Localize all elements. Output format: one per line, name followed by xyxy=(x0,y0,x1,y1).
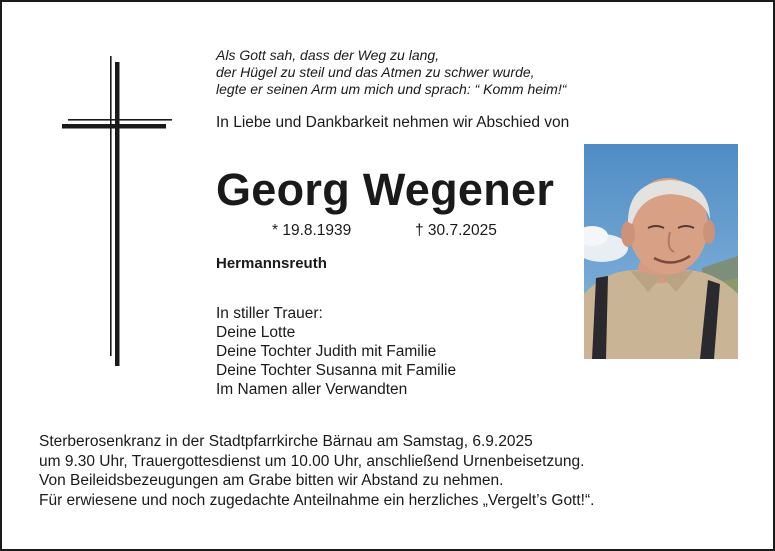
mourner-line: Deine Lotte xyxy=(216,324,296,341)
mourner-line: Deine Tochter Susanna mit Familie xyxy=(216,362,457,379)
mourner-line: In stiller Trauer: xyxy=(216,305,323,322)
service-notice xyxy=(39,432,594,510)
death-date: † 30.7.2025 xyxy=(415,222,497,239)
poem xyxy=(216,47,596,98)
notice-line: um 9.30 Uhr, Trauergottesdienst um 10.00 Uhr, anschließend Urnenbeisetzung. xyxy=(39,452,585,470)
notice-line: Sterberosenkranz in der Stadtpfarrkirche Bärnau am Samstag, 6.9.2025 xyxy=(39,433,533,450)
portrait-image xyxy=(584,144,738,359)
poem-line: Als Gott sah, dass der Weg zu lang, xyxy=(216,47,440,63)
notice-line: Von Beileidsbezeugungen am Grabe bitten wir Abstand zu nehmen. xyxy=(39,472,504,489)
mourners-list xyxy=(216,304,456,399)
farewell-text: In Liebe und Dankbarkeit nehmen wir Abschied von xyxy=(216,114,570,131)
cross-icon xyxy=(60,52,174,368)
portrait-photo xyxy=(584,144,738,359)
hometown: Hermannsreuth xyxy=(216,255,327,272)
poem-line: der Hügel zu steil und das Atmen zu schwer wurde, xyxy=(216,64,535,80)
notice-line: Für erwiesene und noch zugedachte Anteilnahme ein herzliches „Vergelt’s Gott!“. xyxy=(39,491,595,509)
poem-line: legte er seinen Arm um mich und sprach: “ Komm heim!“ xyxy=(216,81,567,97)
birth-date: * 19.8.1939 xyxy=(272,222,352,239)
mourner-line: Im Namen aller Verwandten xyxy=(216,381,408,398)
mourner-line: Deine Tochter Judith mit Familie xyxy=(216,343,437,360)
deceased-name: Georg Wegener xyxy=(216,164,555,215)
